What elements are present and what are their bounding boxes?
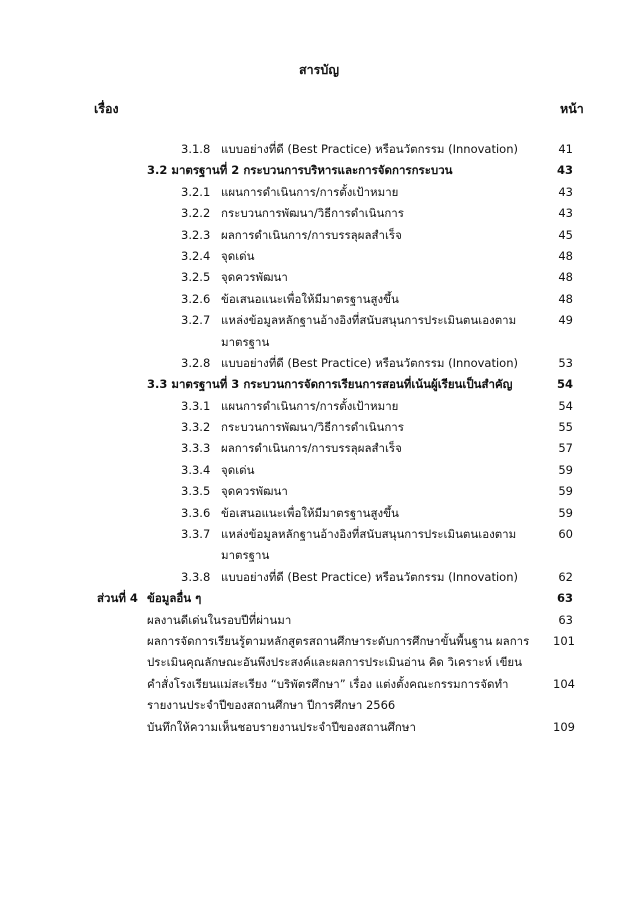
toc-entries — [0, 143, 638, 742]
toc-entry-number: 3.2.4 — [181, 248, 211, 263]
toc-page-number: 43 — [558, 184, 573, 199]
toc-page-number: 55 — [558, 420, 573, 435]
toc-page-number: 109 — [553, 719, 575, 734]
toc-entry-text: ผลการดำเนินการ/การบรรลุผลสำเร็จ — [221, 227, 402, 242]
toc-entry-number: 3.3.3 — [181, 441, 211, 456]
toc-entry-number: 3.3.6 — [181, 505, 211, 520]
toc-entry-text: แบบอย่างที่ดี (Best Practice) หรือนวัตกรรม (Innovation) — [221, 569, 518, 584]
toc-entry-number: 3.3.4 — [181, 462, 211, 477]
toc-page-number: 62 — [558, 569, 573, 584]
toc-entry-text: คำสั่งโรงเรียนแม่สะเรียง “บริพัตรศึกษา” เรื่อง แต่งตั้งคณะกรรมการจัดทำรายงานประจำปีของสถานศึกษา ปีการศึกษา 2566 — [147, 676, 509, 713]
toc-page-number: 57 — [558, 441, 573, 456]
toc-entry-text: ข้อเสนอแนะเพื่อให้มีมาตรฐานสูงขึ้น — [221, 505, 399, 520]
toc-page-number: 104 — [553, 676, 575, 691]
toc-entry-number: 3.2.6 — [181, 291, 211, 306]
toc-row-sub — [0, 357, 638, 378]
column-header-topic: เรื่อง — [94, 101, 119, 116]
toc-entry-text: แผนการดำเนินการ/การตั้งเป้าหมาย — [221, 398, 399, 413]
toc-entry-number: 3.2.5 — [181, 270, 211, 285]
toc-page-number: 101 — [553, 634, 575, 649]
toc-page-number: 63 — [556, 591, 573, 606]
toc-page-number: 60 — [558, 527, 573, 542]
toc-entry-text: จุดควรพัฒนา — [221, 270, 288, 285]
toc-part-number: ส่วนที่ 4 — [97, 591, 138, 606]
toc-page-number: 48 — [558, 270, 573, 285]
toc-row-item — [0, 635, 638, 678]
toc-entry-text: ผลการดำเนินการ/การบรรลุผลสำเร็จ — [221, 441, 402, 456]
toc-row-item — [0, 721, 638, 742]
toc-row-sub — [0, 528, 638, 571]
toc-entry-text: แบบอย่างที่ดี (Best Practice) หรือนวัตกรรม (Innovation) — [221, 355, 518, 370]
toc-page-number: 63 — [558, 612, 573, 627]
toc-entry-number: 3.2.1 — [181, 184, 211, 199]
toc-page-number: 48 — [558, 291, 573, 306]
toc-page-number: 45 — [558, 227, 573, 242]
toc-page-number: 48 — [558, 248, 573, 263]
toc-page-number: 59 — [558, 462, 573, 477]
toc-entry-text: ข้อเสนอแนะเพื่อให้มีมาตรฐานสูงขึ้น — [221, 291, 399, 306]
toc-row-sub — [0, 143, 638, 164]
toc-page-number: 41 — [558, 142, 573, 156]
toc-entry-text: จุดเด่น — [221, 248, 255, 263]
toc-entry-text: บันทึกให้ความเห็นชอบรายงานประจำปีของสถานศึกษา — [147, 719, 416, 734]
column-header-page: หน้า — [560, 101, 584, 116]
toc-entry-text: จุดเด่น — [221, 462, 255, 477]
toc-row-sub — [0, 314, 638, 357]
toc-entry-text: แผนการดำเนินการ/การตั้งเป้าหมาย — [221, 184, 399, 199]
toc-entry-number: 3.1.8 — [181, 142, 211, 156]
toc-row-item — [0, 678, 638, 721]
toc-entry-text: แหล่งข้อมูลหลักฐานอ้างอิงที่สนับสนุนการประเมินตนเองตาม มาตรฐาน — [221, 313, 517, 349]
toc-entry-number: 3.2.8 — [181, 355, 211, 370]
toc-entry-text: แหล่งข้อมูลหลักฐานอ้างอิงที่สนับสนุนการประเมินตนเองตาม มาตรฐาน — [221, 527, 517, 563]
toc-part-title: ข้อมูลอื่น ๆ — [147, 591, 202, 606]
toc-entry-number: 3.3.7 — [181, 527, 211, 542]
toc-entry-text: ผลงานดีเด่นในรอบปีที่ผ่านมา — [147, 612, 292, 627]
toc-entry-text: แบบอย่างที่ดี (Best Practice) หรือนวัตกรรม (Innovation) — [221, 142, 518, 156]
toc-entry-number: 3.3.1 — [181, 398, 211, 413]
toc-entry-number: 3.2.2 — [181, 206, 211, 221]
toc-page-number: 54 — [558, 398, 573, 413]
toc-section-title: 3.2 มาตรฐานที่ 2 กระบวนการบริหารและการจัดการกระบวน — [147, 163, 453, 178]
toc-entry-text: กระบวนการพัฒนา/วิธีการดำเนินการ — [221, 420, 404, 435]
toc-entry-number: 3.3.5 — [181, 484, 211, 499]
toc-entry-text: จุดควรพัฒนา — [221, 484, 288, 499]
toc-entry-text: ผลการจัดการเรียนรู้ตามหลักสูตรสถานศึกษาระดับการศึกษาขั้นพื้นฐาน ผลการประเมินคุณลักษณะอันพึงประสงค์และผลการประเมินอ่าน คิด วิเคราะห์ เขียน — [147, 634, 530, 670]
toc-page-number: 49 — [558, 313, 573, 328]
toc-entry-text: กระบวนการพัฒนา/วิธีการดำเนินการ — [221, 206, 404, 221]
toc-page-number: 53 — [558, 355, 573, 370]
toc-section-title: 3.3 มาตรฐานที่ 3 กระบวนการจัดการเรียนการสอนที่เน้นผู้เรียนเป็นสำคัญ — [147, 377, 513, 392]
toc-row-sub — [0, 571, 638, 592]
toc-entry-number: 3.3.8 — [181, 569, 211, 584]
toc-entry-number: 3.3.2 — [181, 420, 211, 435]
toc-page-number: 43 — [558, 206, 573, 221]
toc-entry-number: 3.2.3 — [181, 227, 211, 242]
toc-page-number: 59 — [558, 484, 573, 499]
page-title: สารบัญ — [299, 62, 339, 77]
toc-page-number: 54 — [556, 377, 573, 392]
toc-page-number: 43 — [556, 163, 573, 178]
toc-page-number: 59 — [558, 505, 573, 520]
toc-entry-number: 3.2.7 — [181, 313, 211, 328]
